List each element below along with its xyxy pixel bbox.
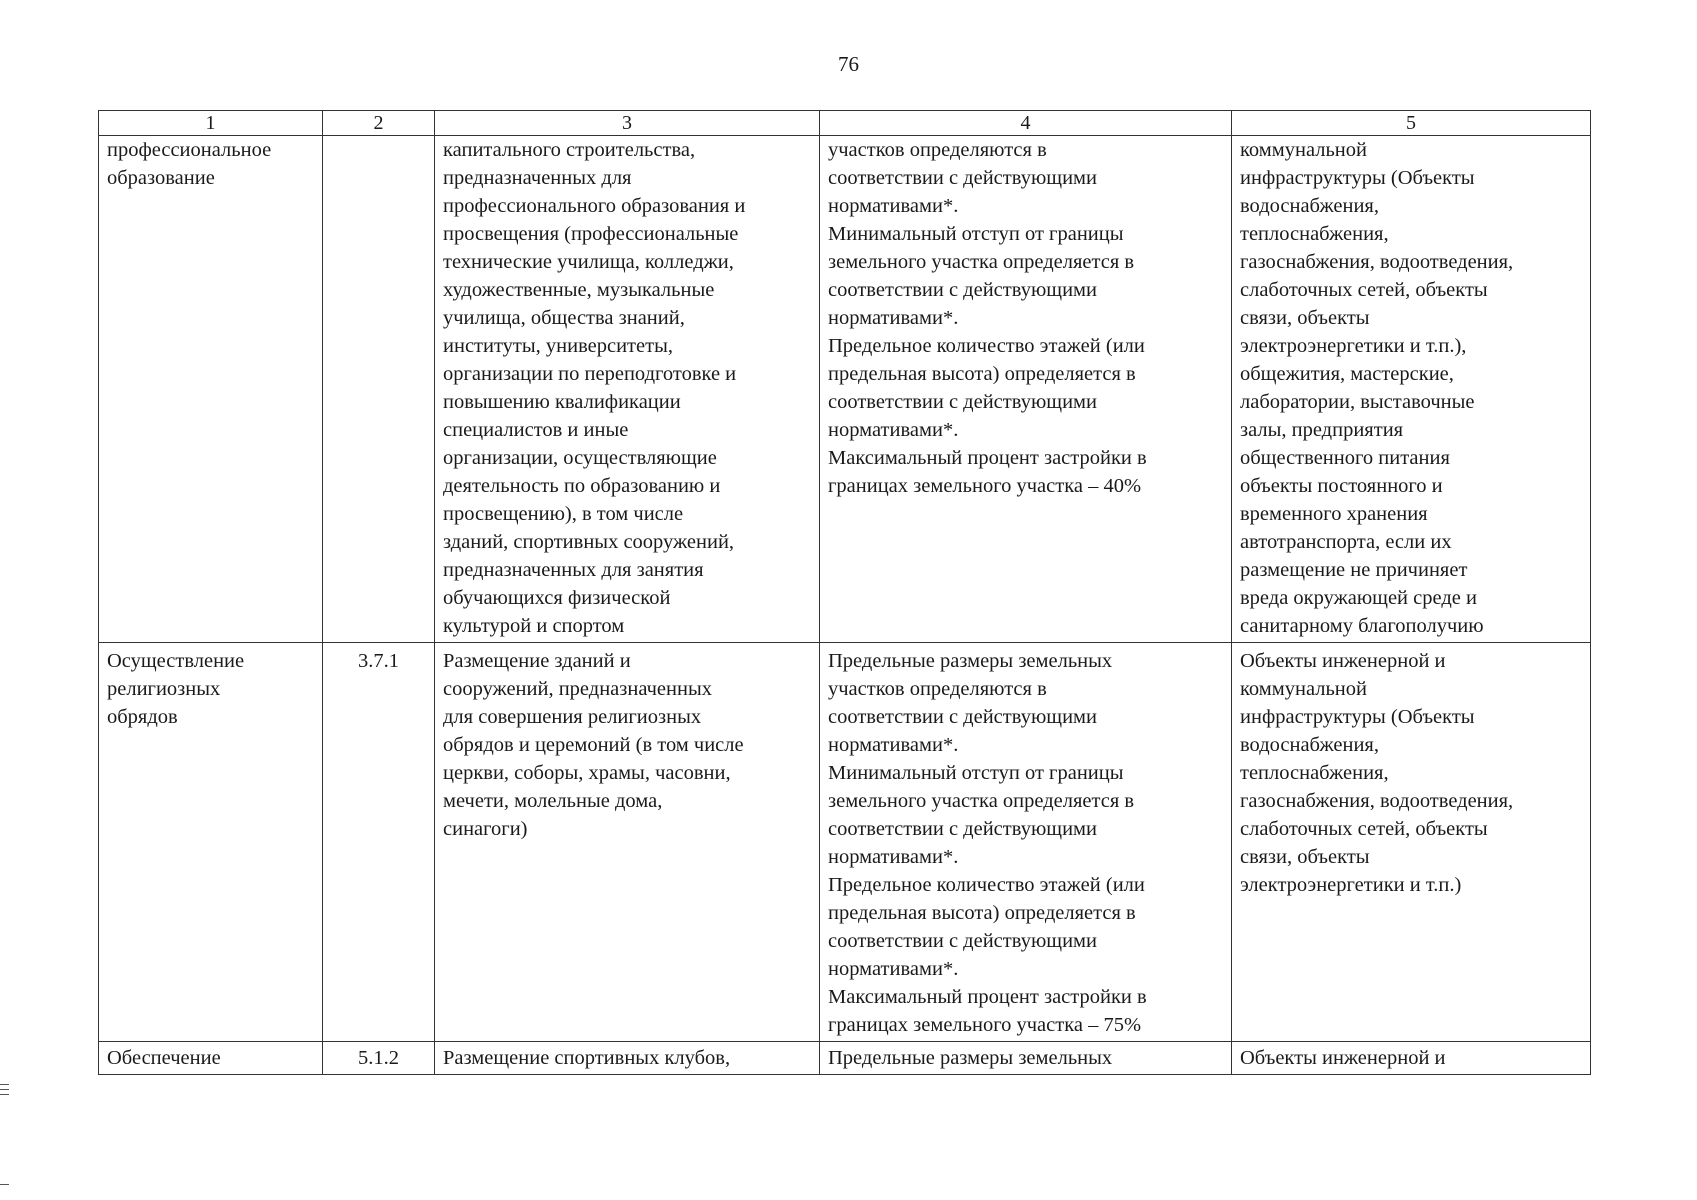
column-header-2: 2 [323,111,435,136]
description-cell: капитального строительства, предназначенных для профессионального образования и просвещения (профессиональные технические училища, колледжи, художественные, музыкальные училища, общества знаний, институты, университеты, организации по переподготовке и повышению квалификации специалистов и иные организации, осуществляющие деятельность по образованию и просвещению), в том числе зданий, спортивных сооружений, предназначенных для занятия обучающихся физической культурой и спортом [435,136,820,643]
auxiliary-uses-cell: Объекты инженерной и коммунальной инфраструктуры (Объекты водоснабжения, теплоснабжения, газоснабжения, водоотведения, слаботочных сетей, объекты связи, объекты электроэнергетики и т.п.) [1232,643,1591,1042]
scan-margin-mark [0,1094,9,1095]
column-header-5: 5 [1232,111,1591,136]
table-row [99,1042,1591,1075]
scan-margin-mark [0,1184,9,1185]
table-header-row [99,111,1591,136]
page-number: 76 [838,52,859,76]
table-row [99,643,1591,1042]
table-row [99,136,1591,643]
auxiliary-uses-cell: Объекты инженерной и [1232,1042,1591,1075]
use-type-cell: Обеспечение [99,1042,323,1075]
land-use-table [98,110,1591,1075]
use-type-cell: Осуществление религиозных обрядов [99,643,323,1042]
column-header-4: 4 [820,111,1232,136]
use-type-cell: профессиональное образование [99,136,323,643]
code-cell: 3.7.1 [323,643,435,1042]
scan-margin-mark [0,1089,9,1090]
code-cell: 5.1.2 [323,1042,435,1075]
code-cell [323,136,435,643]
parameters-cell: участков определяются в соответствии с действующими нормативами*. Минимальный отступ от границы земельного участка определяется в соответствии с действующими нормативами*. Предельное количество этажей (или предельная высота) определяется в соответствии с действующими нормативами*. Максимальный процент застройки в границах земельного участка – 40% [820,136,1232,643]
parameters-cell: Предельные размеры земельных участков определяются в соответствии с действующими нормативами*. Минимальный отступ от границы земельного участка определяется в соответствии с действующими нормативами*. Предельное количество этажей (или предельная высота) определяется в соответствии с действующими нормативами*. Максимальный процент застройки в границах земельного участка – 75% [820,643,1232,1042]
column-header-3: 3 [435,111,820,136]
parameters-cell: Предельные размеры земельных [820,1042,1232,1075]
auxiliary-uses-cell: коммунальной инфраструктуры (Объекты водоснабжения, теплоснабжения, газоснабжения, водоотведения, слаботочных сетей, объекты связи, объекты электроэнергетики и т.п.), общежития, мастерские, лаборатории, выставочные залы, предприятия общественного питания объекты постоянного и временного хранения автотранспорта, если их размещение не причиняет вреда окружающей среде и санитарному благополучию [1232,136,1591,643]
description-cell: Размещение зданий и сооружений, предназначенных для совершения религиозных обрядов и церемоний (в том числе церкви, соборы, храмы, часовни, мечети, молельные дома, синагоги) [435,643,820,1042]
column-header-1: 1 [99,111,323,136]
description-cell: Размещение спортивных клубов, [435,1042,820,1075]
scan-margin-mark [0,1084,9,1085]
